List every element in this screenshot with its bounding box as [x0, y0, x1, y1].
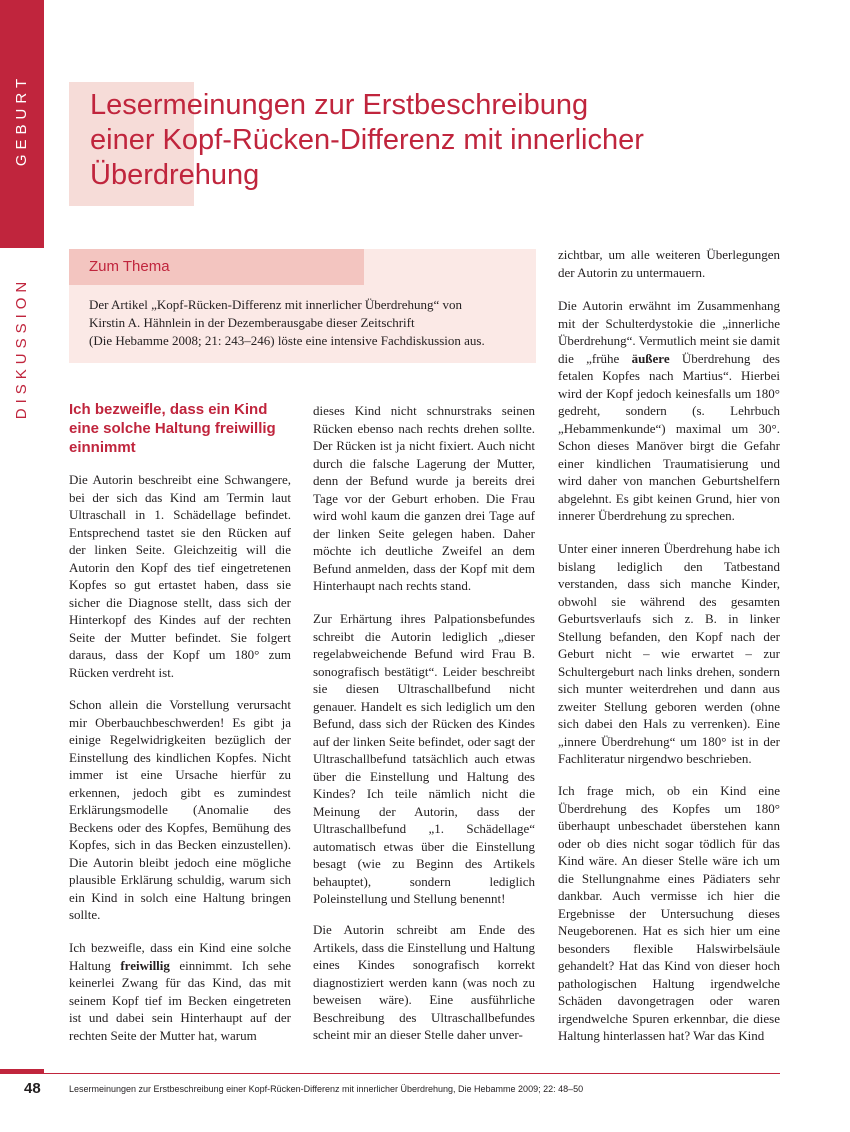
text-column-2	[313, 402, 535, 595]
title-line: einer Kopf-Rücken-Differenz mit innerlicher	[90, 124, 644, 156]
text-run: Überdrehung des fetalen Kopfes nach Martius“. Hierbei wird der Kopf jedoch keinesfalls um 180° gedreht, sondern (s. Lehrbuch „Hebammenkunde“) maximal um 30°. Schon dieses Manöver birgt die Gefahr einer kindlichen Traumatisierung und wird daher von manchen Geburtshelfern abgelehnt. Es gibt keinen Grund, hier von innerer Überdrehung zu sprechen.	[558, 350, 780, 523]
topic-box	[69, 249, 536, 363]
text-column-2	[313, 610, 535, 908]
topic-box-heading: Zum Thema	[89, 258, 170, 275]
text-column-1	[69, 471, 291, 681]
topic-box-text	[89, 296, 524, 350]
text-column-3	[558, 297, 780, 525]
text-column-2	[313, 921, 535, 1044]
paragraph	[69, 939, 291, 1044]
paragraph: Die Autorin schreibt am Ende des Artikels, dass die Einstellung und Haltung eines Kindes sonografisch korrekt diagnostiziert werden kann (was noch zu beweisen wäre). Eine ausführliche Beschreibung des Ultraschallbefundes scheint mir an dieser Stelle daher unver-	[313, 922, 535, 1042]
text-run: Die Autorin erwähnt im Zusammenhang mit der Schulterdystokie die „innerliche Überdrehung“. Vermutlich meint sie damit die „frühe	[558, 298, 780, 366]
text-column-3	[558, 246, 780, 281]
bold-word: äußere	[631, 350, 670, 366]
page-number: 48	[24, 1080, 41, 1097]
bold-word: freiwillig	[120, 957, 170, 973]
text-column-1	[69, 939, 291, 1044]
text-run: Ich bezweifle, dass ein Kind eine solche Haltung	[69, 940, 291, 973]
text-run: einnimmt. Ich sehe keinerlei Zwang für das Kind, das mit seinem Kopf tief im Becken eingetreten ist und dabei sein Hinterhaupt auf der rechten Seite der Mutter hat, warum	[69, 957, 292, 1043]
text-column-3	[558, 782, 780, 1045]
paragraph: Die Autorin beschreibt eine Schwangere, bei der sich das Kind am Termin laut Ultraschall in 1. Schädellage befindet. Entsprechend tastet sie den Rücken auf der linken Seite. Gleichzeitig will die Autorin den Kopf des tief eingetretenen Kopfes so gut ertastet haben, dass sie sicher die Diagnose stellt, dass sich der Hinterkopf des Kindes auf der rechten Seite der Mutter befindet. Sie folgert daraus, dass der Kopf um 180° zum Rücken verdreht ist.	[69, 472, 291, 680]
topic-box-line: (Die Hebamme 2008; 21: 243–246) löste eine intensive Fachdiskussion aus.	[89, 333, 485, 348]
title-line: Überdrehung	[90, 159, 260, 191]
paragraph	[558, 297, 780, 525]
section-label-diskussion: DISKUSSION	[13, 276, 30, 420]
topic-box-line: Kirstin A. Hähnlein in der Dezemberausgabe dieser Zeitschrift	[89, 315, 415, 330]
text-column-3	[558, 540, 780, 768]
paragraph: zichtbar, um alle weiteren Überlegungen der Autorin zu untermauern.	[558, 247, 780, 280]
footer-accent	[0, 1069, 44, 1074]
paragraph: Schon allein die Vorstellung verursacht mir Oberbauchbeschwerden! Es gibt ja einige Regelwidrigkeiten bezüglich der Einstellung des kindlichen Kopfes. Nicht immer ist eine Ursache hierfür zu erkennen, jedoch gibt es zumindest Erklärungsmodelle (Anomalie des Beckens oder des Kopfes, Bemühung des Kopfes, sich in das Becken einzustellen). Die Autorin bleibt jedoch eine mögliche plausible Erklärung schuldig, warum sich ein Kind in solch eine Haltung bringen sollte.	[69, 697, 291, 922]
paragraph: Ich frage mich, ob ein Kind eine Überdrehung des Kopfes um 180° überhaupt unbeschadet überstehen kann oder ob dies nicht sogar tödlich für das Kind wäre. An dieser Stelle wäre ich um die Stellungnahme eines Pädiaters sehr dankbar. Auch vermisse ich hier die Ergebnisse der Untersuchung dieses Neugeborenen. Hat es sich hier um eine besonders flexible Halswirbelsäule gehandelt? Hat das Kind von dieser hoch pathologischen Haltung irgendwelche Schäden davongetragen oder waren irgendwelche Spuren erkennbar, die diese Haltung hinterlassen hat? War das Kind	[558, 783, 780, 1043]
topic-box-line: Der Artikel „Kopf-Rücken-Differenz mit innerlicher Überdrehung“ von	[89, 297, 463, 312]
footer-rule	[44, 1073, 780, 1074]
paragraph: Zur Erhärtung ihres Palpationsbefundes schreibt die Autorin lediglich „dieser regelabweichende Befund wird Frau B. sonografisch bestätigt“. Leider beschreibt sie diesen Ultraschallbefund nicht genauer. Handelt es sich lediglich um den Befund, dass sich der Rücken des Kindes auf der linken Seite befindet, oder sagt der Ultraschallbefund tatsächlich auch etwas über die Einstellung und Haltung des Kindes? Ich teile nämlich nicht die Meinung der Autorin, dass der Ultraschallbefund „1. Schädellage“ automatisch etwas über die Einstellung besagt (wie zu Beginn des Artikels behauptet), sondern lediglich Poleinstellung und Stellung benennt!	[313, 611, 535, 906]
paragraph: dieses Kind nicht schnurstraks seinen Rücken ebenso nach rechts drehen sollte. Der Rücken ist ja nicht fixiert. Auch nicht durch die falsche Lagerung der Mutter, denn der Befund wurde ja bereits drei Tage vor der Geburt erhoben. Die Frau wird wohl kaum die ganzen drei Tage auf der linken Seite gelegen haben. Daher möchte ich deutliche Zweifel an dem Befund anmelden, dass der Kopf mit dem Hinterhaupt nach rechts stand.	[313, 403, 535, 593]
section-subheading: Ich bezweifle, dass ein Kind eine solche Haltung freiwillig einnimmt	[69, 401, 276, 456]
paragraph: Unter einer inneren Überdrehung habe ich bislang lediglich den Tatbestand verstanden, dass sich manche Kinder, obwohl sie während des gesamten Geburtsverlaufs sich z. B. in linker Stellung befanden, den Kopf nach der Geburt nicht – wie erwartet – zur Schultergeburt nach links drehen, sondern sich munter weiterdrehen und dann aus zweiter Stellung geboren werden (ohne sich dabei den Hals zu verrenken). Eine „innere Überdrehung“ um 180° ist in der Fachliteratur nirgendwo beschrieben.	[558, 541, 780, 766]
text-column-1	[69, 696, 291, 924]
title-line: Lesermeinungen zur Erstbeschreibung	[90, 89, 589, 121]
footer-citation: Lesermeinungen zur Erstbeschreibung einer Kopf-Rücken-Differenz mit innerlicher Überdrehung, Die Hebamme 2009; 22: 48–50	[69, 1084, 584, 1094]
section-label-geburt: GEBURT	[13, 73, 30, 167]
article-title	[90, 88, 810, 193]
